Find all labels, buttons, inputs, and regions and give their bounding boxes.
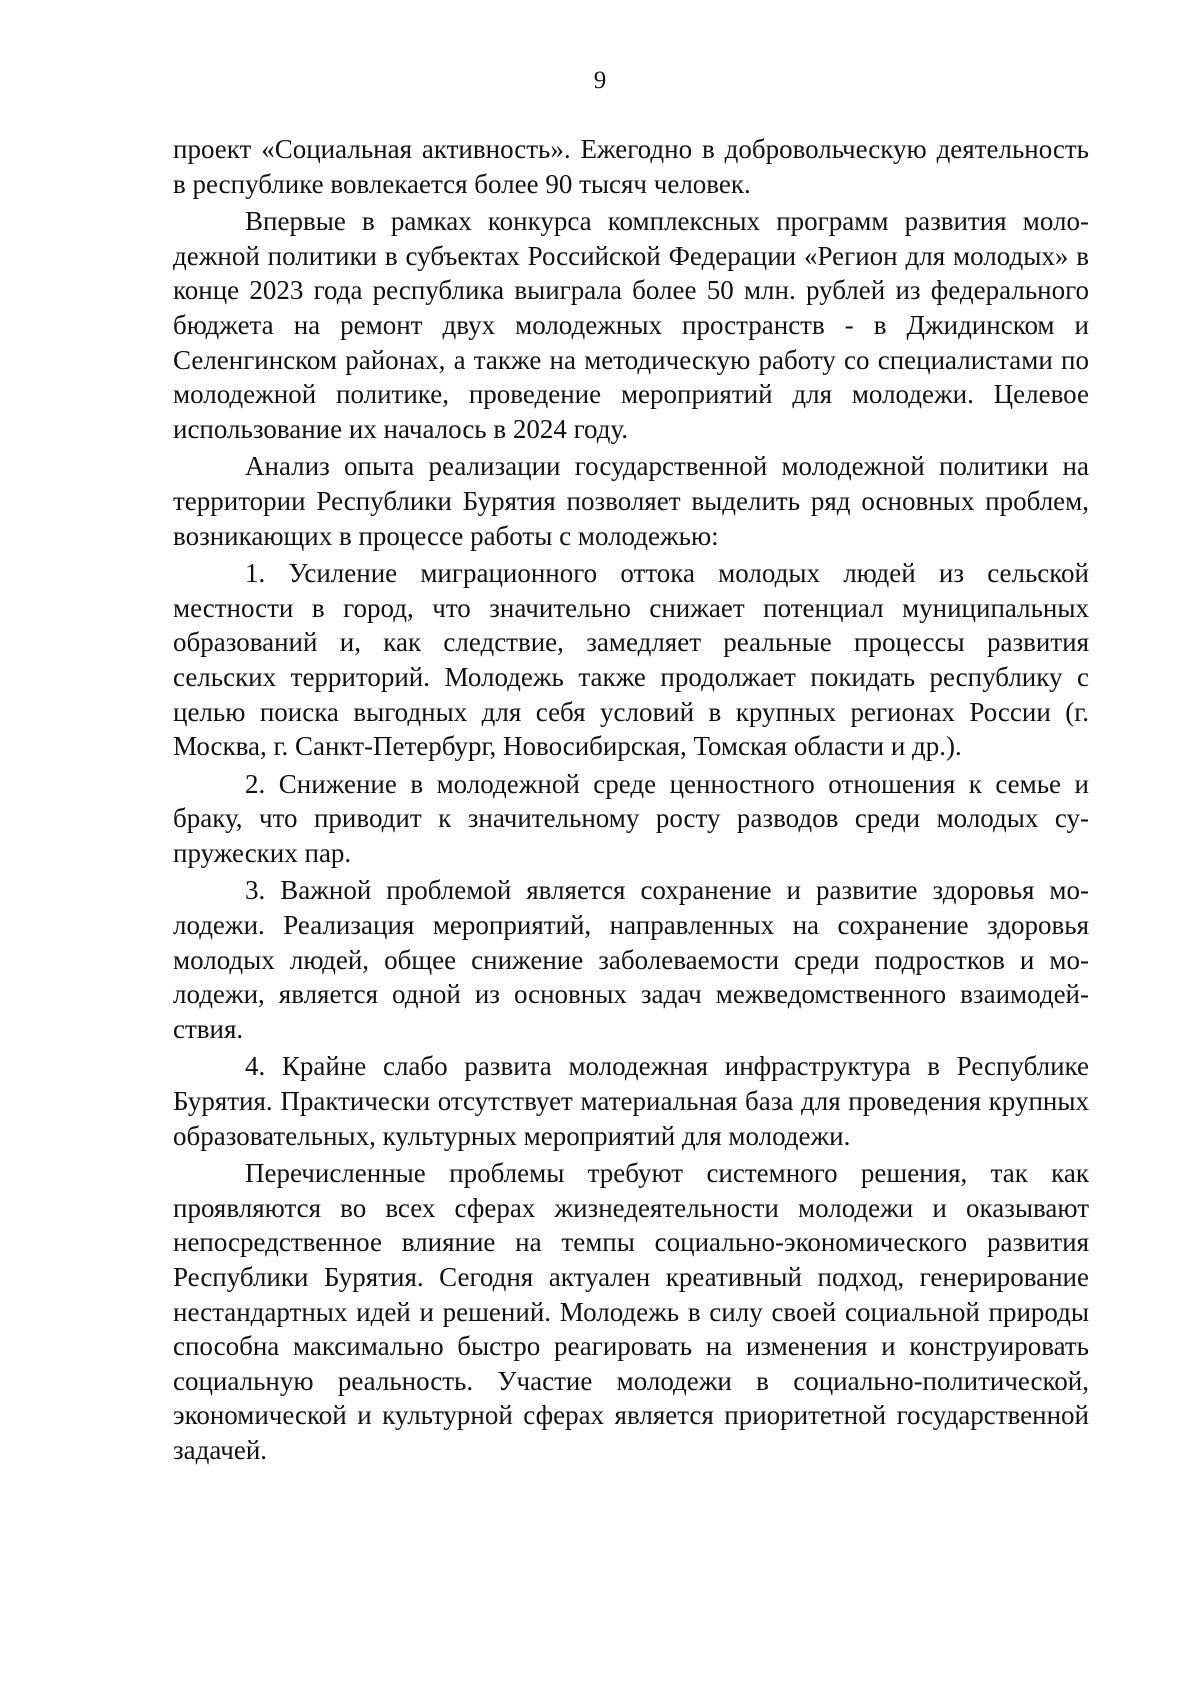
- paragraph-analysis-intro: Анализ опыта реализации государственной молодежной политики на территории Республики Бурятия позволяет выделить ряд основных проблем, возникающих в процессе работы с молодежью:: [173, 451, 1089, 551]
- document-body: [173, 132, 1089, 1468]
- list-item-problem-4: 4. Крайне слабо развита молодежная инфраструктура в Республике Бурятия. Практически отсутствует материальная база для проведения крупных образовательных, культурных мероприятий для молодежи.: [173, 1051, 1089, 1151]
- paragraph-conclusion: Перечисленные проблемы требуют системного решения, так как проявляются во всех сферах жизнедеятельности молодежи и оказывают непосредственное влияние на темпы социально-экономического развития Республики Бурятия. Сегодня актуален креативный подход, генерирование нестандартных идей и решений. Молодежь в силу своей социальной природы способна максимально быстро реагировать на изменения и конструировать социальную реальность. Участие молодежи в социально-политической, экономической и культурной сферах является приоритетной государственной задачей.: [173, 1158, 1089, 1465]
- paragraph-region-for-youth: Впервые в рамках конкурса комплексных программ развития молодежной политики в субъектах Российской Федерации «Регион для молодых» в конце 2023 года республика выиграла более 50 млн. рублей из федерального бюджета на ремонт двух молодежных пространств - в Джидинском и Селенгинском районах, а также на методическую работу со специалистами по молодежной политике, проведение мероприятий для молодежи. Целевое использование их началось в 2024 году.: [173, 206, 1089, 444]
- list-item-problem-3: 3. Важной проблемой является сохранение и развитие здоровья молодежи. Реализация мероприятий, направленных на сохранение здоровья молодых людей, общее снижение заболеваемости среди подростков и молодежи, является одной из основных задач межведомственного взаимодействия.: [173, 875, 1089, 1044]
- list-item-problem-1: 1. Усиление миграционного оттока молодых людей из сельской местности в город, что значительно снижает потенциал муниципальных образований и, как следствие, замедляет реальные процессы развития сельских территорий. Молодежь также продолжает покидать республику с целью поиска выгодных для себя условий в крупных регионах России (г. Москва, г. Санкт-Петербург, Новосибирская, Томская области и др.).: [173, 558, 1089, 762]
- paragraph-continuation: проект «Социальная активность». Ежегодно в добровольческую деятельность в республике вовлекается более 90 тысяч человек.: [173, 134, 1089, 199]
- page-number: 9: [593, 67, 607, 94]
- list-item-problem-2: 2. Снижение в молодежной среде ценностного отношения к семье и браку, что приводит к значительному росту разводов среди молодых супружеских пар.: [173, 768, 1089, 868]
